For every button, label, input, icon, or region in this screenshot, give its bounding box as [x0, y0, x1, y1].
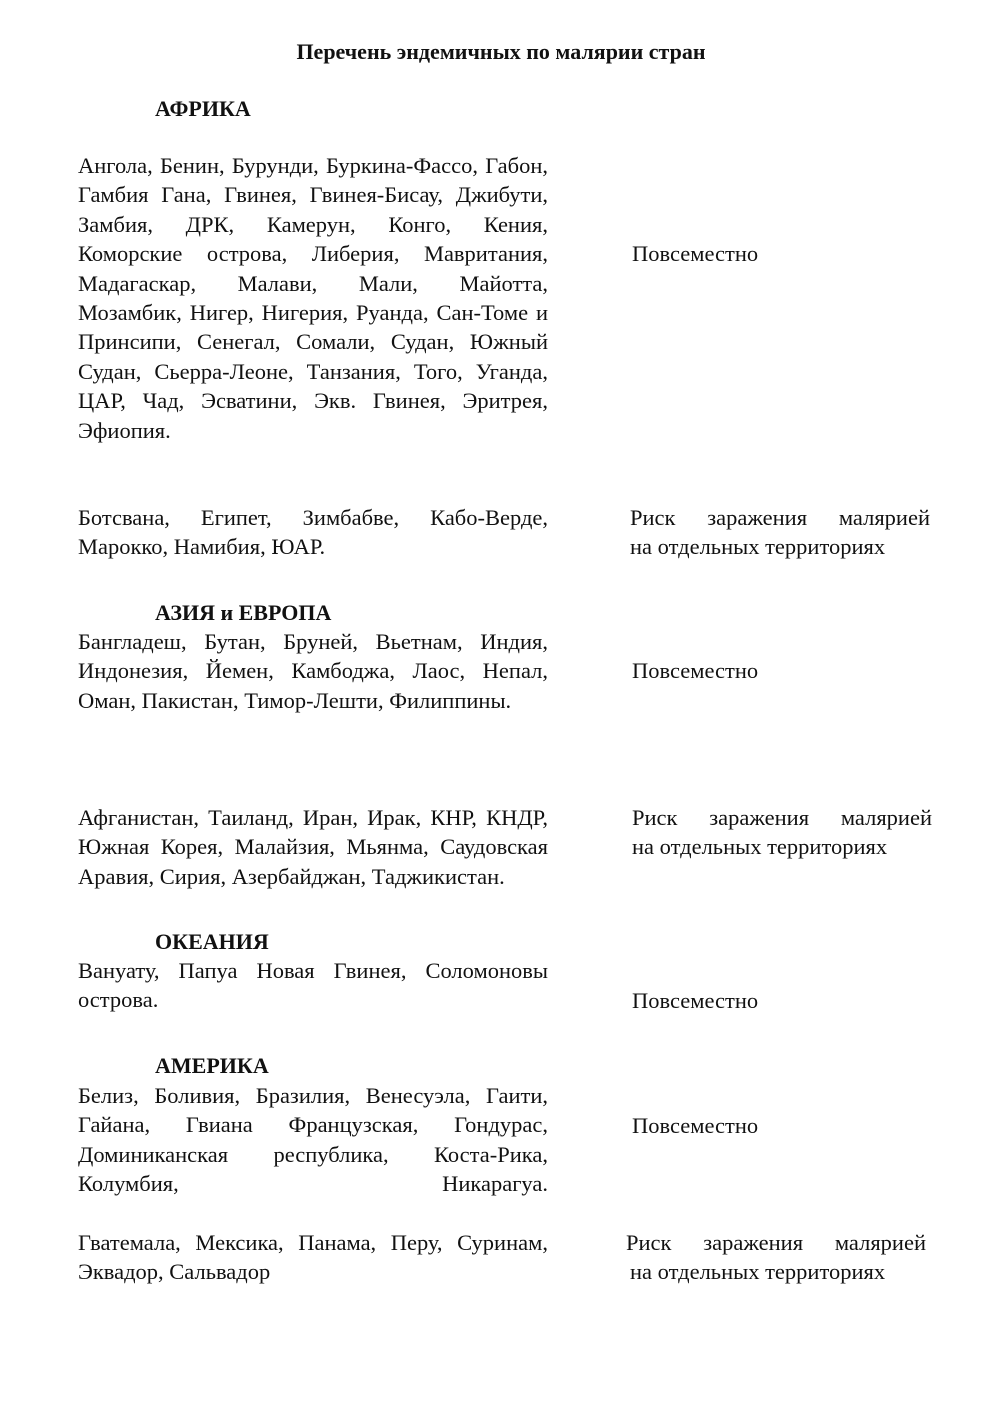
countries-america-partial: Гватемала, Мексика, Панама, Перу, Суринам, Эквадор, Сальвадор: [78, 1230, 548, 1285]
status-risk-line-2: на отдельных территориях: [630, 1259, 886, 1285]
status-america-partial: [626, 1228, 926, 1287]
countries-africa-partial: Ботсвана, Египет, Зимбабве, Кабо-Верде, Марокко, Намибия, ЮАР.: [78, 505, 548, 560]
region-heading-asia-europe: АЗИЯ и ЕВРОПА: [155, 600, 332, 625]
countries-asia-widespread: Бангладеш, Бутан, Бруней, Вьетнам, Индия, Индонезия, Йемен, Камбоджа, Лаос, Непал, Оман, Пакистан, Тимор-Лешти, Филиппины.: [78, 629, 548, 713]
region-heading-africa: АФРИКА: [155, 96, 251, 121]
region-heading-oceania: ОКЕАНИЯ: [155, 929, 269, 954]
status-america-widespread: Повсеместно: [632, 1113, 759, 1138]
status-asia-partial: [632, 803, 932, 862]
region-heading-america: АМЕРИКА: [155, 1053, 269, 1078]
page-title: Перечень эндемичных по малярии стран: [296, 39, 706, 64]
status-risk-line-2: на отдельных территориях: [632, 834, 888, 860]
status-risk-line-1: Риск заражения малярией: [626, 1230, 926, 1255]
status-asia-widespread: Повсеместно: [632, 658, 759, 683]
status-risk-line-1: Риск заражения малярией: [632, 805, 932, 830]
countries-oceania-widespread: Вануату, Папуа Новая Гвинея, Соломоновы острова.: [78, 958, 548, 1013]
status-risk-line-2: на отдельных территориях: [630, 534, 886, 560]
countries-asia-partial: Афганистан, Таиланд, Иран, Ирак, КНР, КНДР, Южная Корея, Малайзия, Мьянма, Саудовская Аравия, Сирия, Азербайджан, Таджикистан.: [78, 805, 548, 889]
status-oceania-widespread: Повсеместно: [632, 988, 759, 1013]
status-africa-widespread: Повсеместно: [632, 241, 759, 266]
countries-africa-widespread: Ангола, Бенин, Бурунди, Буркина-Фассо, Габон, Гамбия Гана, Гвинея, Гвинея-Бисау, Джибути, Замбия, ДРК, Камерун, Конго, Кения, Коморские острова, Либерия, Мавритания, Мадагаскар, Малави, Мали, Майотта, Мозамбик, Нигер, Нигерия, Руанда, Сан-Томе и Принсипи, Сенегал, Сомали, Судан, Южный Судан, Сьерра-Леоне, Танзания, Того, Уганда, ЦАР, Чад, Эсватини, Экв. Гвинея, Эритрея, Эфиопия.: [78, 153, 548, 443]
status-risk-line-1: Риск заражения малярией: [630, 505, 930, 530]
status-africa-partial: [630, 503, 930, 562]
countries-america-widespread: Белиз, Боливия, Бразилия, Венесуэла, Гаити, Гайана, Гвиана Французская, Гондурас, Доминиканская республика, Коста-Рика, Колумбия, Никарагуа.: [78, 1083, 548, 1197]
